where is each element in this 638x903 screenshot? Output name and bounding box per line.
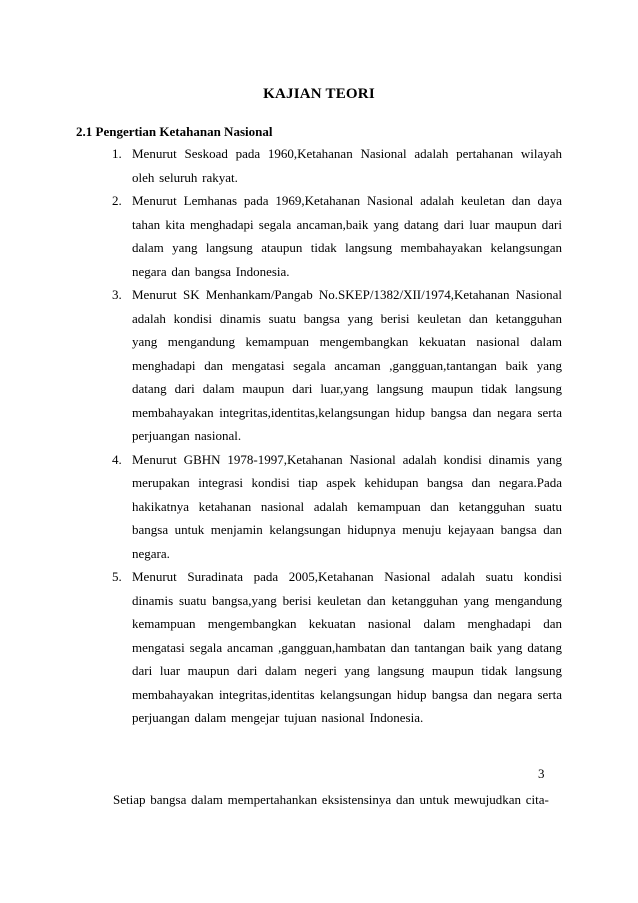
list-item-text: Menurut Lemhanas pada 1969,Ketahanan Nasional adalah keuletan dan daya tahan kita menghadapi segala ancaman,baik yang datang dari luar maupun dari dalam yang langsung ataupun tidak langsung membahayakan kelangsungan negara dan bangsa Indonesia. [132, 193, 562, 279]
page-title: KAJIAN TEORI [263, 86, 375, 102]
list-item-text: Menurut GBHN 1978-1997,Ketahanan Nasional adalah kondisi dinamis yang merupakan integrasi kondisi tiap aspek kehidupan bangsa dan negara.Pada hakikatnya ketahanan nasional adalah kemampuan dan ketangguhan suatu bangsa untuk menjamin kelangsungan hidupnya menuju kejayaan bangsa dan negara. [132, 451, 562, 561]
list-item-text: Menurut SK Menhankam/Pangab No.SKEP/1382/XII/1974,Ketahanan Nasional adalah kondisi dinamis suatu bangsa yang berisi keuletan dan ketangguhan yang mengandung kemampuan mengembangkan kekuatan nasional dalam menghadapi dan mengatasi segala ancaman ,gangguan,tantangan baik yang datang dari dalam maupun dari luar,yang langsung maupun tidak langsung membahayakan integritas,identitas,kelangsungan hidup bangsa dan negara serta perjuangan nasional. [132, 287, 562, 443]
list-item-number: 3. [112, 287, 122, 302]
page-number: 3 [538, 766, 545, 781]
list-item [0, 283, 562, 448]
list-item-number: 2. [112, 193, 122, 208]
list-item [0, 565, 562, 730]
list-item-number: 1. [112, 146, 122, 161]
list-item-text: Menurut Seskoad pada 1960,Ketahanan Nasional adalah pertahanan wilayah oleh seluruh rakyat. [132, 146, 562, 185]
list-item [0, 448, 562, 566]
definition-list [0, 142, 562, 730]
list-item [0, 189, 562, 283]
list-item [0, 142, 562, 189]
list-item-number: 5. [112, 569, 122, 584]
list-item-number: 4. [112, 451, 122, 467]
list-item-text: Menurut Suradinata pada 2005,Ketahanan Nasional adalah suatu kondisi dinamis suatu bangsa,yang berisi keuletan dan ketangguhan yang mengandung kemampuan mengembangkan kekuatan nasional dalam menghadapi dan mengatasi segala ancaman ,gangguan,hambatan dan tantangan baik yang datang dari luar maupun dari dalam negeri yang langsung maupun tidak langsung membahayakan integritas,identitas kelangsungan hidup bangsa dan negara serta perjuangan dalam mengejar tujuan nasional Indonesia. [132, 569, 562, 725]
continuation-paragraph: Setiap bangsa dalam mempertahankan eksistensinya dan untuk mewujudkan cita- [113, 792, 549, 807]
section-heading: 2.1 Pengertian Ketahanan Nasional [76, 124, 273, 139]
